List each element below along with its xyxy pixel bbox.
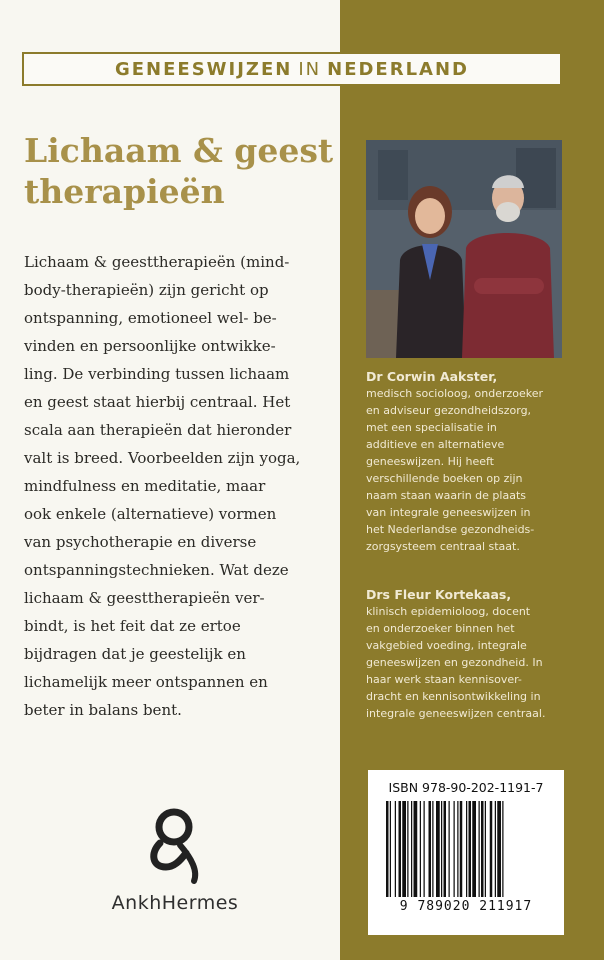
blurb-line: ling. De verbinding tussen lichaam [24, 365, 290, 383]
blurb-line: ontspanning, emotioneel wel- be- [24, 309, 277, 327]
barcode-bar [407, 801, 408, 897]
barcode-bar [402, 801, 406, 897]
ankh-logo-icon [140, 805, 210, 885]
title-line-1: Lichaam & geest [24, 131, 334, 170]
series-word-3: NEDERLAND [327, 58, 469, 80]
author-bio-line: naam staan waarin de plaats [366, 489, 526, 502]
barcode-bar [479, 801, 480, 897]
author-bio-line: en onderzoeker binnen het [366, 622, 515, 635]
barcode-bar [449, 801, 450, 897]
barcode-bar [399, 801, 402, 897]
author-photo-illustration [366, 140, 562, 358]
blurb-line: lichamelijk meer ontspannen en [24, 673, 268, 691]
publisher-logo [100, 805, 250, 920]
author-bio-line: dracht en kennisontwikkeling in [366, 690, 541, 703]
barcode-bar [454, 801, 455, 897]
barcode-bar [436, 801, 440, 897]
author-bio-line: zorgsysteem centraal staat. [366, 540, 520, 553]
barcode-bar [429, 801, 432, 897]
barcode-bar [457, 801, 458, 897]
blurb-line: en geest staat hierbij centraal. Het [24, 393, 291, 411]
author-bio-line: haar werk staan kennisover- [366, 673, 522, 686]
blurb-line: valt is breed. Voorbeelden zijn yoga, [24, 449, 301, 467]
barcode-bar [411, 801, 412, 897]
blurb-line: ook enkele (alternatieve) vormen [24, 505, 277, 523]
author-bio-line: klinisch epidemioloog, docent [366, 605, 531, 618]
author-photo [366, 140, 562, 358]
barcode-bar [432, 801, 433, 897]
publisher-name: AnkhHermes [111, 892, 239, 914]
barcode-bar [386, 801, 389, 897]
isbn-label: ISBN 978-90-202-1191-7 [388, 780, 544, 795]
barcode-bar [485, 801, 486, 897]
author-bio-line: van integrale geneeswijzen in [366, 506, 531, 519]
blurb [24, 248, 336, 724]
barcode-bar [420, 801, 421, 897]
barcode-bar [441, 801, 442, 897]
barcode-box [368, 770, 564, 935]
series-word-1: GENEESWIJZEN [114, 58, 293, 80]
series-banner [22, 52, 562, 86]
title-line-2: therapieën [24, 172, 225, 211]
barcode-bar [444, 801, 447, 897]
barcode-bar [495, 801, 496, 897]
barcode-bar [466, 801, 467, 897]
barcode-bar [414, 801, 418, 897]
blurb-line: bindt, is het feit dat ze ertoe [24, 617, 241, 635]
barcode-bar [472, 801, 476, 897]
blurb-line: van psychotherapie en diverse [24, 533, 257, 551]
author-bio-line: vakgebied voeding, integrale [366, 639, 527, 652]
blurb-line: lichaam & geesttherapieën ver- [24, 589, 265, 607]
author-bio-line: medisch socioloog, onderzoeker [366, 387, 544, 400]
barcode-digits: 9 789020 211917 [399, 899, 533, 914]
author-bio-line: additieve en alternatieve [366, 438, 505, 451]
author-bio-1 [366, 368, 566, 555]
barcode-bar [497, 801, 501, 897]
blurb-line: bijdragen dat je geestelijk en [24, 645, 246, 663]
barcode-bar [490, 801, 493, 897]
blurb-line: beter in balans bent. [24, 701, 182, 719]
blurb-line: mindfulness en meditatie, maar [24, 477, 266, 495]
author-bio-line: het Nederlandse gezondheids- [366, 523, 535, 536]
author-bio-line: geneeswijzen en gezondheid. In [366, 656, 543, 669]
author-bio-2 [366, 586, 566, 722]
blurb-line: body-therapieën) zijn gericht op [24, 281, 269, 299]
barcode-bar [424, 801, 425, 897]
blurb-line: scala aan therapieën dat hieronder [24, 421, 292, 439]
barcode-bar [469, 801, 472, 897]
author-name-1: Dr Corwin Aakster, [366, 369, 498, 384]
author-bio-line: en adviseur gezondheidszorg, [366, 404, 532, 417]
barcode-bar [395, 801, 396, 897]
book-title [24, 130, 334, 212]
author-bio-line: integrale geneeswijzen centraal. [366, 707, 546, 720]
series-word-2: IN [298, 58, 322, 80]
barcode-bar [460, 801, 463, 897]
blurb-line: ontspanningstechnieken. Wat deze [24, 561, 289, 579]
barcode-bar [502, 801, 503, 897]
author-bio-line: met een specialisatie in [366, 421, 497, 434]
author-name-2: Drs Fleur Kortekaas, [366, 587, 512, 602]
barcode-icon [382, 801, 550, 897]
author-bio-line: verschillende boeken op zijn [366, 472, 523, 485]
barcode-bar [390, 801, 391, 897]
author-bio-line: geneeswijzen. Hij heeft [366, 455, 494, 468]
blurb-line: Lichaam & geesttherapieën (mind- [24, 253, 290, 271]
blurb-line: vinden en persoonlijke ontwikke- [24, 337, 276, 355]
barcode-bar [481, 801, 484, 897]
